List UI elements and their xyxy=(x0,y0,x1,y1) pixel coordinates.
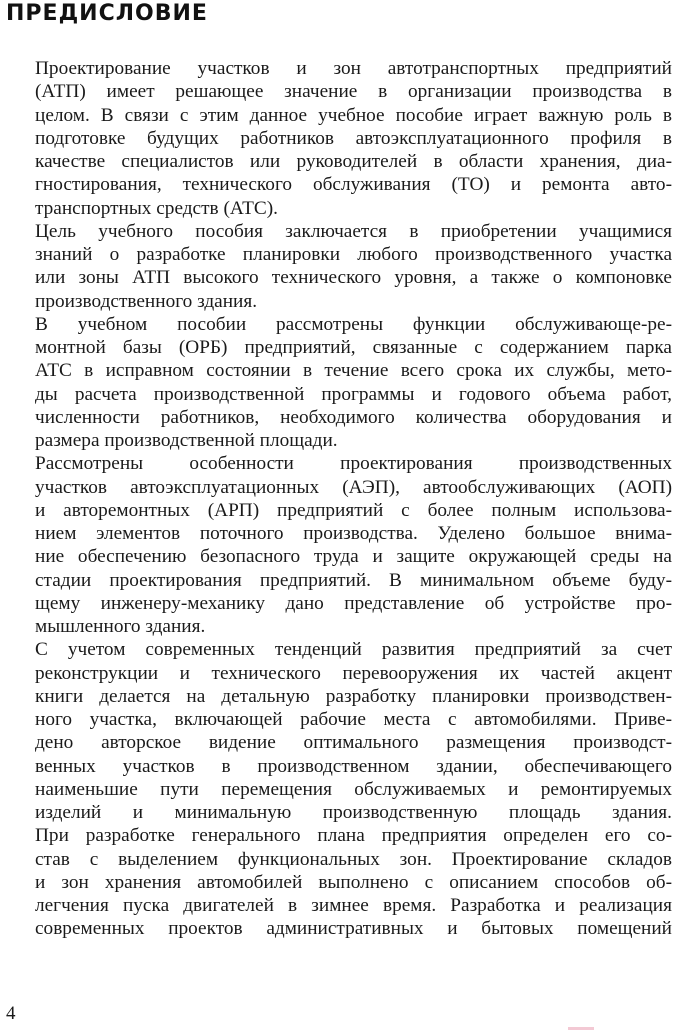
preface-body xyxy=(6,57,672,941)
text-line: венных участков в производственном здании, обеспечивающего xyxy=(35,755,672,777)
text-line: нием элементов поточного производства. Уделено большое внима- xyxy=(35,523,672,544)
text-line: гностирования, технического обслуживания (ТО) и ремонта авто- xyxy=(35,174,672,196)
text-line: наименьшие пути перемещения обслуживаемых и ремонтируемых xyxy=(35,778,672,800)
text-line: книги делается на детальную разработку планировки производствен- xyxy=(35,685,672,707)
paragraph xyxy=(6,220,672,313)
text-line: ние обеспечению безопасного труда и защите окружающей среды на xyxy=(35,546,672,568)
text-line: АТС в исправном состоянии в течение всего срока их службы, мето- xyxy=(35,360,672,382)
text-line: Проектирование участков и зон автотранспортных предприятий xyxy=(35,58,672,79)
text-line: современных проектов административных и бытовых помещений xyxy=(35,918,672,940)
text-line: численности работников, необходимого количества оборудования и xyxy=(35,406,672,428)
paragraph xyxy=(6,57,672,220)
text-line: При разработке генерального плана предприятия определен его со- xyxy=(35,825,672,847)
page-title: ПРЕДИСЛОВИЕ xyxy=(6,1,208,26)
text-line: Рассмотрены особенности проектирования производственных xyxy=(35,453,672,475)
paragraph xyxy=(6,452,672,638)
text-line: Цель учебного пособия заключается в приобретении учащимися xyxy=(35,220,672,242)
text-line: изделий и минимальную производственную площадь здания. xyxy=(35,802,672,823)
text-line: легчения пуска двигателей в зимнее время. Разработка и реализация xyxy=(35,895,672,916)
text-line: целом. В связи с этим данное учебное пособие играет важную роль в xyxy=(35,104,672,126)
paragraph xyxy=(6,638,672,940)
text-line: или зоны АТП высокого технического уровня, а также о компоновке xyxy=(35,267,672,289)
text-line: и зон хранения автомобилей выполнено с описанием способов об- xyxy=(35,871,672,893)
text-line: В учебном пособии рассмотрены функции обслуживающе-ре- xyxy=(35,313,672,335)
text-line: производственного здания. xyxy=(35,290,258,312)
text-line: размера производственной площади. xyxy=(35,430,338,451)
text-line: качестве специалистов или руководителей в области хранения, диа- xyxy=(35,151,672,172)
text-line: дено авторское видение оптимального размещения производст- xyxy=(35,732,672,754)
text-line: стадии проектирования предприятий. В минимальном объеме буду- xyxy=(35,569,672,591)
text-line: ного участка, включающей рабочие места с автомобилями. Приве- xyxy=(35,709,672,730)
edge-mark xyxy=(568,1027,594,1030)
text-line: монтной базы (ОРБ) предприятий, связанные с содержанием парка xyxy=(35,337,672,358)
paragraph xyxy=(6,313,672,453)
page-number: 4 xyxy=(6,1003,16,1024)
text-line: ды расчета производственной программы и годового объема работ, xyxy=(35,383,672,405)
text-line: и авторемонтных (АРП) предприятий с более полным использова- xyxy=(35,499,672,521)
text-line: транспортных средств (АТС). xyxy=(35,197,278,219)
text-line: С учетом современных тенденций развития предприятий за счет xyxy=(35,639,672,661)
text-line: мышленного здания. xyxy=(35,616,206,637)
text-line: (АТП) имеет решающее значение в организации производства в xyxy=(35,81,672,103)
text-line: участков автоэксплуатационных (АЭП), автообслуживающих (АОП) xyxy=(35,476,672,498)
text-line: знаний о разработке планировки любого производственного участка xyxy=(35,244,672,265)
text-line: став с выделением функциональных зон. Проектирование складов xyxy=(35,848,672,870)
text-line: реконструкции и технического перевооружения их частей акцент xyxy=(35,662,672,684)
text-line: щему инженеру-механику дано представление об устройстве про- xyxy=(35,592,672,614)
text-line: подготовке будущих работников автоэксплуатационного профиля в xyxy=(35,127,672,149)
